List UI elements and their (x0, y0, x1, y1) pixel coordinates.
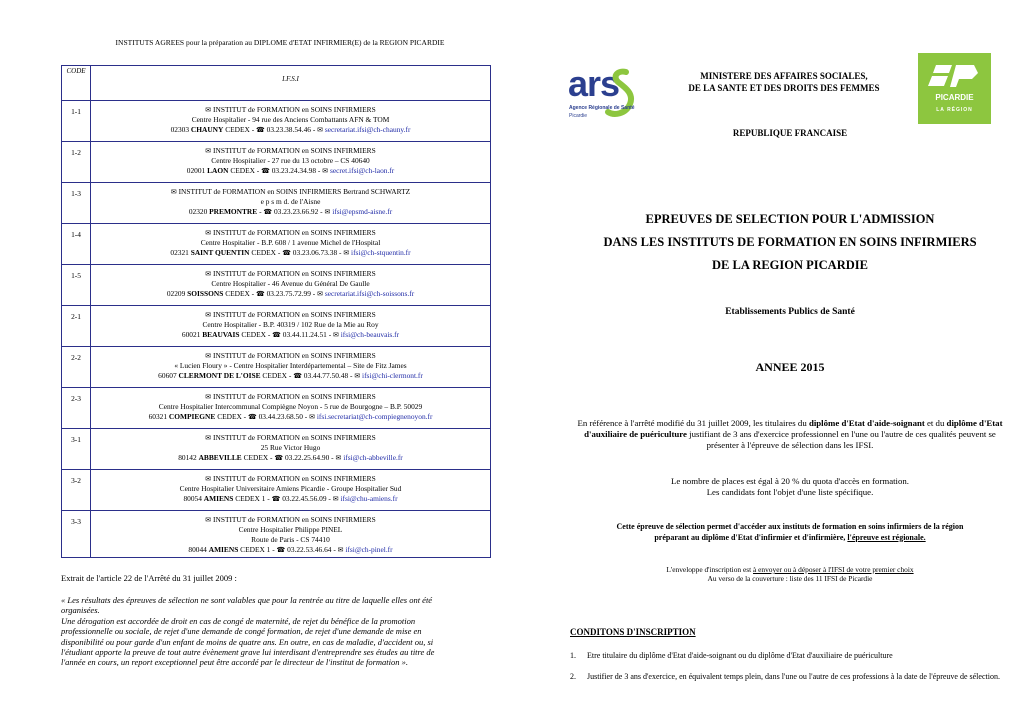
ifsi-contact-line: 80044 AMIENS CEDEX 1 - ☎ 03.22.53.46.64 - ✉ ifsi@ch-pinel.fr (188, 545, 393, 554)
ministere-line-2: DE LA SANTE ET DES DROITS DES FEMMES (688, 83, 880, 93)
ifsi-cedex: CEDEX (262, 371, 288, 380)
ifsi-cedex: CEDEX (251, 248, 277, 257)
ifsi-city: SOISSONS (187, 289, 224, 298)
ifsi-city: COMPIEGNE (168, 412, 216, 421)
email-icon: ✉ (309, 413, 315, 421)
ifsi-address: e p s m d. de l'Aisne (260, 197, 321, 206)
ifsi-name: INSTITUT de FORMATION en SOINS INFIRMIERS (213, 310, 376, 319)
ministere-line-1: MINISTERE DES AFFAIRES SOCIALES, (700, 71, 868, 81)
ifsi-postcode: 60021 (181, 330, 201, 339)
envelope-icon: ✉ (205, 434, 212, 442)
ifsi-phone: 03.23.24.34.98 (271, 166, 317, 175)
reference-paragraph (575, 418, 1005, 452)
ifsi-address: Centre Hospitalier - 94 rue des Anciens Combattants AFN & TOM (191, 115, 390, 124)
ifsi-postcode: 80142 (178, 453, 197, 462)
ifsi-phone: 03.44.11.24.51 (282, 330, 327, 339)
ifsi-name: INSTITUT de FORMATION en SOINS INFIRMIERS (213, 351, 376, 360)
ifsi-cedex: CEDEX (217, 412, 242, 421)
ifsi-info (91, 265, 491, 306)
enveloppe-line-2: Au verso de la couverture : liste des 11 IFSI de Picardie (707, 574, 873, 583)
condition-item (570, 651, 1010, 662)
phone-icon: ☎ (274, 454, 284, 462)
envelope-icon: ✉ (205, 311, 212, 319)
table-row (62, 265, 491, 306)
email-icon: ✉ (333, 331, 339, 339)
envelope-icon: ✉ (205, 106, 212, 114)
ifsi-phone: 03.22.45.56.09 (282, 494, 327, 503)
ifsi-code: 2-3 (62, 388, 91, 429)
title-line-3: DE LA REGION PICARDIE (712, 258, 868, 272)
ifsi-address: Centre Hospitalier - B.P. 40319 / 102 Rue de la Mie au Roy (202, 320, 379, 329)
ifsi-city: SAINT QUENTIN (190, 248, 250, 257)
epreuve-line-2 (570, 533, 1010, 544)
annee: ANNEE 2015 (755, 360, 825, 374)
enveloppe-note (560, 565, 1020, 583)
enveloppe-line-1 (560, 565, 1020, 574)
ifsi-phone: 03.23.06.73.38 (292, 248, 338, 257)
ifsi-info (91, 470, 491, 511)
ifsi-phone: 03.23.23.66.92 (273, 207, 319, 216)
ifsi-code: 1-2 (62, 142, 91, 183)
title-line-2: DANS LES INSTITUTS DE FORMATION EN SOINS INFIRMIERS (603, 235, 977, 249)
phone-icon: ☎ (276, 546, 286, 554)
epreuve-regionale: l'épreuve est régionale. (847, 532, 926, 542)
ifsi-name-line (93, 228, 488, 238)
ifsi-name: INSTITUT de FORMATION en SOINS INFIRMIERS (213, 474, 376, 483)
ifsi-email-link[interactable]: ifsi@chu-amiens.fr (340, 494, 398, 503)
ifsi-postcode: 80044 (188, 545, 207, 554)
ifsi-phone: 03.22.25.64.90 (284, 453, 330, 462)
ifsi-code: 2-2 (62, 347, 91, 388)
email-icon: ✉ (322, 167, 329, 175)
quote-paragraph-1: « Les résultats des épreuves de sélection ne sont valables que pour la rentrée au titre de laquelle elles ont été organisées. (61, 595, 433, 616)
email-icon: ✉ (337, 546, 344, 554)
ifsi-name: INSTITUT de FORMATION en SOINS INFIRMIERS (213, 269, 376, 278)
ifsi-phone: 03.22.53.46.64 (287, 545, 332, 554)
table-row (62, 183, 491, 224)
ifsi-email-link[interactable]: ifsi@epsmd-aisne.fr (332, 207, 393, 216)
ifsi-address: « Lucien Floury » - Centre Hospitalier Interdépartemental – Site de Fitz James (174, 361, 407, 370)
epreuve-line-2a: préparant au diplôme d'Etat d'infirmier et d'infirmière, (654, 532, 848, 542)
epreuve-line-1: Cette épreuve de sélection permet d'accéder aux instituts de formation en soins infirmiers de la région (616, 522, 964, 531)
ifsi-name-line (93, 187, 488, 197)
ref-text-e: justifiant de 3 ans d'exercice professionnel en l'une ou l'autre de ces qualités peuvent se présenter à l'épreuve de sélection dans les IFSI. (686, 429, 996, 451)
ifsi-email-link[interactable]: secretariat.ifsi@ch-chauny.fr (324, 125, 411, 134)
ref-text-a: En référence à l'arrêté modifié du 31 juillet 2009, les titulaires du (577, 418, 809, 428)
ifsi-cedex: CEDEX (243, 453, 269, 462)
ifsi-name: INSTITUT de FORMATION en SOINS INFIRMIERS (213, 515, 376, 524)
code-header: CODE (62, 66, 91, 101)
ifsi-contact-line: 02303 CHAUNY CEDEX - ☎ 03.23.38.54.46 - ✉ secretariat.ifsi@ch-chauny.fr (170, 125, 411, 134)
ifsi-contact-line: 02320 PREMONTRE - ☎ 03.23.23.66.92 - ✉ ifsi@epsmd-aisne.fr (188, 207, 393, 216)
ifsi-code: 3-3 (62, 511, 91, 558)
ifsi-email-link[interactable]: ifsi@ch-stquentin.fr (351, 248, 411, 257)
condition-item (570, 672, 1010, 683)
ifsi-name: INSTITUT de FORMATION en SOINS INFIRMIERS (213, 105, 376, 114)
email-icon: ✉ (335, 454, 342, 462)
phone-icon: ☎ (261, 167, 270, 175)
ifsi-name-line (93, 515, 488, 525)
ifsi-postcode: 02001 (186, 166, 206, 175)
ifsi-name: INSTITUT de FORMATION en SOINS INFIRMIERS (213, 392, 376, 401)
ifsi-code: 3-2 (62, 470, 91, 511)
table-row (62, 224, 491, 265)
ref-diplome-aide-soignant: diplôme d'Etat d'aide-soignant (808, 418, 925, 428)
ifsi-info (91, 306, 491, 347)
ifsi-address: 25 Rue Victor Hugo (260, 443, 321, 452)
table-row (62, 388, 491, 429)
epreuve-paragraph (570, 522, 1010, 543)
condition-text: Etre titulaire du diplôme d'Etat d'aide-soignant ou du diplôme d'Etat d'auxiliaire de puériculture (587, 651, 893, 660)
ifsi-name-line (93, 474, 488, 484)
main-title (560, 208, 1020, 277)
ifsi-postcode: 02209 (166, 289, 186, 298)
table-row (62, 511, 491, 558)
ifsi-contact-line: 80142 ABBEVILLE CEDEX - ☎ 03.22.25.64.90 - ✉ ifsi@ch-abbeville.fr (178, 453, 403, 462)
ifsi-email-link[interactable]: secretariat.ifsi@ch-soissons.fr (324, 289, 415, 298)
ifsi-contact-line: 60321 COMPIEGNE CEDEX - ☎ 03.44.23.68.50 - ✉ ifsi.secretariat@ch-compiegnenoyon.fr (148, 412, 433, 421)
phone-icon: ☎ (256, 126, 265, 134)
condition-number: 2. (570, 672, 576, 681)
ifsi-contact-line: 80054 AMIENS CEDEX 1 - ☎ 03.22.45.56.09 - ✉ ifsi@chu-amiens.fr (183, 494, 398, 503)
ifsi-info (91, 142, 491, 183)
table-row (62, 470, 491, 511)
quote-paragraph-2: Une dérogation est accordée de droit en cas de congé de maternité, de rejet du bénéfice de la promotion professionnelle ou sociale, de rejet d'une demande de congé formation, de rejet d'une demande de mise en disponibilité ou pour garde d'un enfant de moins de quatre ans. En outre, en cas de maladie, d'accident ou, si l'étudiant apporte la preuve de tout autre évènement grave lui interdisant d'entreprendre ses études au titre de l'année en cours, un report exceptionnel peut être accordé par le directeur de l'institut de formation ». (61, 615, 435, 668)
ifsi-postcode: 02320 (188, 207, 208, 216)
ifsi-cedex: CEDEX (230, 166, 255, 175)
table-row (62, 347, 491, 388)
ifsi-info (91, 429, 491, 470)
ifsi-contact-line: 02321 SAINT QUENTIN CEDEX - ☎ 03.23.06.73.38 - ✉ ifsi@ch-stquentin.fr (170, 248, 411, 257)
ifsi-city: AMIENS (203, 494, 234, 503)
email-icon: ✉ (317, 290, 323, 298)
ifsi-name: INSTITUT de FORMATION en SOINS INFIRMIERS (213, 228, 376, 237)
ifsi-address: Centre Hospitalier - B.P. 608 / 1 avenue Michel de l'Hospital (200, 238, 381, 247)
ministere (655, 70, 913, 94)
email-icon: ✉ (332, 495, 339, 503)
ifsi-name-line (93, 392, 488, 402)
ifsi-info (91, 224, 491, 265)
ifsi-email-link[interactable]: ifsi@ch-beauvais.fr (340, 330, 400, 339)
email-icon: ✉ (354, 372, 361, 380)
ifsi-email-link[interactable]: ifsi@chi-clermont.fr (362, 371, 423, 380)
envelope-icon: ✉ (170, 188, 177, 196)
ifsi-code: 3-1 (62, 429, 91, 470)
phone-icon: ☎ (293, 372, 302, 380)
envelope-icon: ✉ (205, 393, 212, 401)
places-paragraph (560, 476, 1020, 498)
places-line-1: Le nombre de places est égal à 20 % du quota d'accès en formation. (670, 476, 910, 486)
ifsi-phone: 03.44.23.68.50 (258, 412, 303, 421)
ifsi-city: CHAUNY (190, 125, 224, 134)
ifsi-cedex: CEDEX (241, 330, 266, 339)
envelope-icon: ✉ (205, 229, 212, 237)
condition-text: Justifier de 3 ans d'exercice, en équivalent temps plein, dans l'une ou l'autre de ces professions à la date de l'épreuve de sélection. (587, 672, 1000, 681)
ifsi-email-link[interactable]: ifsi@ch-abbeville.fr (343, 453, 403, 462)
ifsi-address: Centre Hospitalier Philippe PINEL (238, 525, 343, 534)
ifsi-postcode: 60607 (158, 371, 177, 380)
ifsi-name-line (93, 105, 488, 115)
ifsi-address: Centre Hospitalier Universitaire Amiens Picardie - Groupe Hospitalier Sud (179, 484, 402, 493)
ifsi-address: Centre Hospitalier Intercommunal Compiègne Noyon - 5 rue de Bourgogne – B.P. 50029 (158, 402, 423, 411)
ifsi-postcode: 60321 (148, 412, 168, 421)
ars-logo-sub2: Picardie (569, 113, 588, 119)
extract-title: Extrait de l'article 22 de l'Arrêté du 31 juillet 2009 : (61, 573, 237, 583)
extract-quote (61, 595, 453, 668)
ifsi-info (91, 183, 491, 224)
ifsi-postcode: 02321 (170, 248, 189, 257)
picardie-logo-sub: LA RÉGION (936, 107, 973, 113)
table-header-row (62, 66, 491, 101)
envelope-icon: ✉ (205, 147, 212, 155)
picardie-emblem-icon (918, 53, 991, 124)
ifsi-name-line (93, 351, 488, 361)
ifsi-address: Centre Hospitalier - 27 rue du 13 octobre – CS 40640 (211, 156, 370, 165)
ifsi-name: INSTITUT de FORMATION en SOINS INFIRMIERS (213, 146, 376, 155)
ifsi-code: 1-3 (62, 183, 91, 224)
ifsi-name-line (93, 310, 488, 320)
phone-icon: ☎ (271, 495, 281, 503)
ifsi-header: I.F.S.I (91, 66, 491, 101)
ifsi-code: 1-1 (62, 101, 91, 142)
ifsi-contact-line: 60021 BEAUVAIS CEDEX - ☎ 03.44.11.24.51 - ✉ ifsi@ch-beauvais.fr (181, 330, 400, 339)
table-row (62, 142, 491, 183)
table-row (62, 101, 491, 142)
ref-diplome-puericulture: diplôme d'Etat d'auxiliaire de puériculture (584, 418, 1003, 440)
ifsi-cedex: CEDEX 1 (240, 545, 271, 554)
ifsi-info (91, 511, 491, 558)
env-text-b: à envoyer ou à déposer à l'IFSI de votre premier choix (753, 565, 914, 574)
ifsi-contact-line: 02209 SOISSONS CEDEX - ☎ 03.23.75.72.99 - ✉ secretariat.ifsi@ch-soissons.fr (166, 289, 415, 298)
ifsi-name: INSTITUT de FORMATION en SOINS INFIRMIERS (213, 433, 376, 442)
phone-icon: ☎ (256, 290, 265, 298)
ifsi-cedex: CEDEX (225, 125, 250, 134)
ifsi-city: CLERMONT DE L'OISE (178, 371, 261, 380)
envelope-icon: ✉ (205, 475, 212, 483)
ifsi-contact-line: 60607 CLERMONT DE L'OISE CEDEX - ☎ 03.44.77.50.48 - ✉ ifsi@chi-clermont.fr (158, 371, 423, 380)
ifsi-city: BEAUVAIS (202, 330, 240, 339)
ifsi-cedex: CEDEX (225, 289, 250, 298)
phone-icon: ☎ (272, 331, 281, 339)
ifsi-info (91, 347, 491, 388)
ifsi-phone: 03.23.75.72.99 (266, 289, 311, 298)
phone-icon: ☎ (282, 249, 291, 257)
ifsi-contact-line: 02001 LAON CEDEX - ☎ 03.23.24.34.98 - ✉ secret.ifsi@ch-laon.fr (186, 166, 395, 175)
ifsi-city: ABBEVILLE (198, 453, 242, 462)
etablissements: Etablissements Publics de Santé (725, 307, 855, 317)
ifsi-city: LAON (207, 166, 229, 175)
email-icon: ✉ (324, 208, 331, 216)
ifsi-email-link[interactable]: ifsi.secretariat@ch-compiegnenoyon.fr (316, 412, 433, 421)
ifsi-email-link[interactable]: ifsi@ch-pinel.fr (345, 545, 393, 554)
email-icon: ✉ (317, 126, 324, 134)
ifsi-name: INSTITUT de FORMATION en SOINS INFIRMIERS Bertrand SCHWARTZ (178, 187, 411, 196)
republique-francaise: REPUBLIQUE FRANCAISE (732, 128, 848, 138)
email-icon: ✉ (343, 249, 350, 257)
phone-icon: ☎ (263, 208, 273, 216)
ifsi-email-link[interactable]: secret.ifsi@ch-laon.fr (329, 166, 395, 175)
ifsi-city: PREMONTRE (209, 207, 258, 216)
ifsi-city: AMIENS (208, 545, 239, 554)
ifsi-name-line (93, 269, 488, 279)
conditions-title: CONDITONS D'INSCRIPTION (570, 627, 696, 637)
ifsi-code: 2-1 (62, 306, 91, 347)
ifsi-cedex: CEDEX 1 (235, 494, 266, 503)
ref-text-c: et du (924, 418, 947, 428)
phone-icon: ☎ (248, 413, 257, 421)
ifsi-phone: 03.23.38.54.46 (266, 125, 311, 134)
ifsi-code: 1-4 (62, 224, 91, 265)
ifsi-info (91, 101, 491, 142)
ifsi-table (61, 65, 491, 558)
envelope-icon: ✉ (205, 516, 212, 524)
picardie-logo (918, 53, 991, 124)
document-header: INSTITUTS AGREES pour la préparation au DIPLOME d'ETAT INFIRMIER(E) de la REGION PICARDIE (115, 38, 445, 47)
places-line-2: Les candidats font l'objet d'une liste spécifique. (706, 487, 874, 498)
ars-logo-sub1: Agence Régionale de Santé (569, 105, 635, 111)
title-line-1: EPREUVES DE SELECTION POUR L'ADMISSION (645, 212, 935, 226)
ifsi-postcode: 80054 (183, 494, 202, 503)
ifsi-name-line (93, 433, 488, 443)
ifsi-postcode: 02303 (170, 125, 190, 134)
ifsi-phone: 03.44.77.50.48 (303, 371, 349, 380)
picardie-logo-name: PICARDIE (935, 93, 974, 102)
ifsi-code: 1-5 (62, 265, 91, 306)
table-row (62, 306, 491, 347)
env-text-a: L'enveloppe d'inscription est (666, 565, 753, 574)
envelope-icon: ✉ (205, 352, 212, 360)
ifsi-address: Centre Hospitalier - 46 Avenue du Général De Gaulle (211, 279, 370, 288)
ifsi-info (91, 388, 491, 429)
envelope-icon: ✉ (205, 270, 212, 278)
ifsi-name-line (93, 146, 488, 156)
ars-logo-text: ars (568, 66, 620, 104)
ars-logo (568, 66, 652, 124)
table-row (62, 429, 491, 470)
ifsi-address-2: Route de Paris - CS 74410 (251, 535, 330, 544)
condition-number: 1. (570, 651, 576, 660)
